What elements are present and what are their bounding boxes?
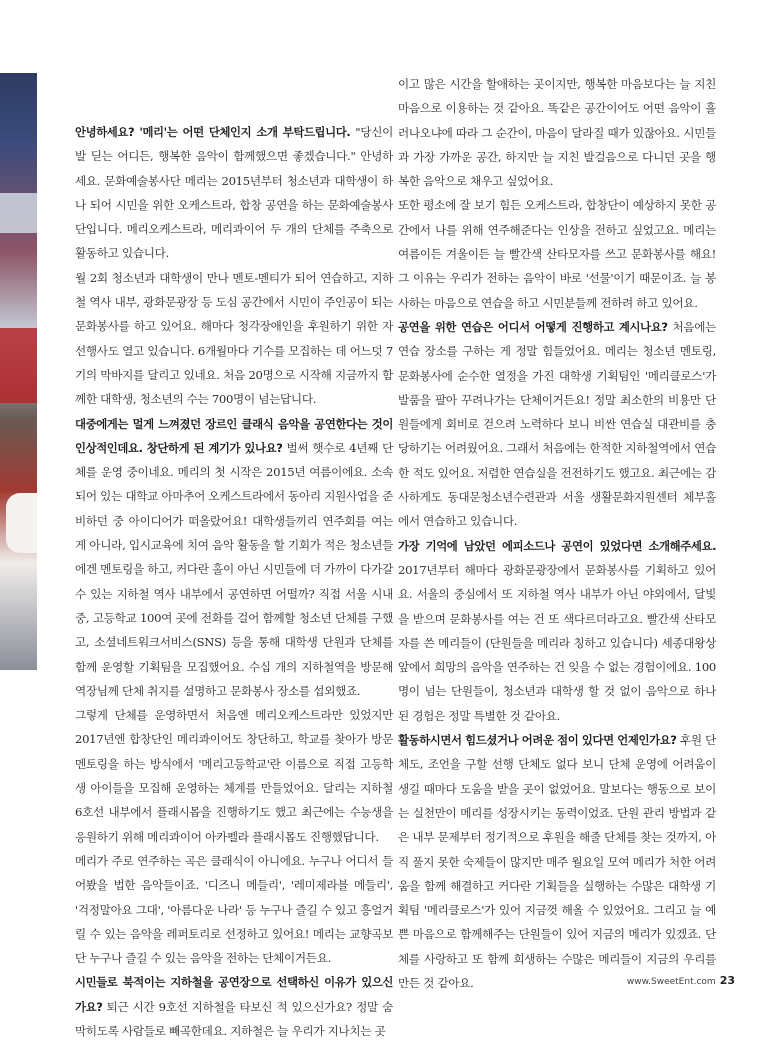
page-footer bbox=[627, 974, 735, 987]
footer-url: www.SweetEnt.com bbox=[626, 977, 716, 987]
article-paragraph bbox=[398, 72, 716, 193]
interview-question: 대중에게는 멀게 느껴졌던 장르인 클래식 음악을 공연한다는 것이 인상적인데요. 창단하게 된 계기가 있나요? bbox=[75, 416, 393, 455]
article-column-left bbox=[75, 120, 393, 1043]
article-paragraph bbox=[398, 534, 716, 728]
article-paragraph bbox=[398, 315, 716, 534]
photo-white-area bbox=[6, 493, 37, 553]
interview-answer: 처음에는 연습 장소를 구하는 게 정말 힘들었어요. 메리는 청소년 멘토링, 문화봉사에 순수한 열정을 가진 대학생 기획팀인 '메리클로스'가 발품을 팔아 꾸려나가는 단체이거든요! 정말 최소한의 비용만 단원들에게 회비로 걷으려 노력하다 보니 비싼 연습실 대관비를 충당하기는 어려웠어요. 그래서 처음에는 한적한 지하철역에서 연습한 적도 있어요. 저렴한 연습실을 전전하기도 했고요. 최근에는 감사하게도 동대문청소년수련관과 서울 생활문화지원센터 체부홀에서 연습하고 있습니다. bbox=[398, 319, 716, 529]
article-paragraph bbox=[75, 120, 393, 266]
interview-answer: 이고 많은 시간을 할애하는 곳이지만, 행복한 마음보다는 늘 지친 마음으로 이용하는 것 같아요. 똑같은 공간이어도 어떤 음악이 흘러나오냐에 따라 그 순간이, 마음이 달라질 때가 있잖아요. 시민들과 가장 가까운 공간, 하지만 늘 지친 발걸음으로 다니던 곳을 행복한 음악으로 채우고 싶었어요. bbox=[398, 77, 716, 189]
article-paragraph bbox=[398, 193, 716, 314]
interview-question: 안녕하세요? '메리'는 어떤 단체인지 소개 부탁드립니다. bbox=[75, 125, 351, 139]
interview-question: 활동하시면서 힘드셨거나 어려운 점이 있다면 언제인가요? bbox=[398, 733, 677, 748]
article-paragraph bbox=[75, 703, 393, 849]
article-paragraph bbox=[398, 728, 716, 995]
article-paragraph bbox=[75, 412, 393, 704]
interview-answer: "당신이 발 딛는 어디든, 행복한 음악이 함께했으면 좋겠습니다." 안녕하세요. 문화예술봉사단 메리는 2015년부터 청소년과 대학생이 하나 되어 시민을 위한 오케스트라, 합창 공연을 하는 문화예술봉사단입니다. 메리오케스트라, 메리콰이어 두 개의 단체를 주축으로 활동하고 있습니다. bbox=[75, 125, 393, 261]
interview-answer: 벌써 햇수로 4년째 단체를 운영 중이네요. 메리의 첫 시작은 2015년 여름이에요. 소속되어 있는 대학교 아마추어 오케스트라에서 동아리 지원사업을 준비하던 중 아이디어가 떠올랐어요! 대학생들끼리 연주회를 여는 게 아니라, 입시교육에 치여 음악 활동을 할 기회가 적은 청소년들에겐 멘토링을 하고, 커다란 홀이 아닌 시민들에 더 가까이 다가갈 수 있는 지하철 역사 내부에서 공연하면 어떨까? 직접 서울 시내 중, 고등학교 100여 곳에 전화를 걸어 함께할 청소년 단체를 구했고, 소셜네트워크서비스(SNS) 등을 통해 대학생 단원과 단체를 함께 운영할 기획팀을 모집했어요. 수십 개의 지하철역을 방문해 역장님께 단체 취지를 설명하고 문화봉사 장소를 섭외했죠. bbox=[75, 440, 393, 698]
photo-red-area bbox=[0, 328, 37, 403]
article-paragraph bbox=[75, 970, 393, 1043]
interview-answer: 후원 단체도, 조언을 구할 선행 단체도 없다 보니 단체 운영에 어려움이 생길 때마다 도움을 받을 곳이 없었어요. 말보다는 행동으로 보이는 실천만이 메리를 성장시키는 동력이었죠. 단원 관리 방법과 같은 내부 문제부터 정기적으로 후원을 해줄 단체를 찾는 것까지, 아직 풀지 못한 숙제들이 많지만 매주 월요일 모여 메리가 처한 어려움을 함께 해결하고 커다란 기획들을 실행하는 수많은 대학생 기획팀 '메리클로스'가 있어 지금껏 해올 수 있었어요. 그리고 늘 예쁜 마음으로 함께해주는 단원들이 있어 지금의 메리가 있겠죠. 단체를 사랑하고 또 함께 희생하는 수많은 메리들이 지금의 우리를 만든 것 같아요. bbox=[398, 733, 717, 990]
interview-answer: 그렇게 단체를 운영하면서 처음엔 메리오케스트라만 있었지만 2017년엔 합창단인 메리콰이어도 창단하고, 학교를 찾아가 방문 멘토링을 하는 방식에서 '메리고등학교'란 이름으로 직접 고등학생 아이들을 모집해 운영하는 체계를 만들었어요. 달리는 지하철 6호선 내부에서 플래시몹을 진행하기도 했고 최근에는 수능생을 응원하기 위해 메리콰이어 아카펠라 플래시몹도 진행했답니다. bbox=[75, 708, 393, 844]
interview-answer: 월 2회 청소년과 대학생이 만나 멘토-멘티가 되어 연습하고, 지하철 역사 내부, 광화문광장 등 도심 공간에서 시민이 주인공이 되는 문화봉사를 하고 있어요. 해마다 청각장애인을 후원하기 위한 자선행사도 열고 있습니다. 6개월마다 기수를 모집하는 데 어느덧 7기의 막바지를 달리고 있네요. 처음 20명으로 시작해 지금까지 함께한 대학생, 청소년의 수는 700명이 넘는답니다. bbox=[75, 270, 393, 407]
interview-answer: 또한 평소에 잘 보기 힘든 오케스트라, 합창단이 예상하지 못한 공간에서 나를 위해 연주해준다는 인상을 전하고 싶었고요. 메리는 여름이든 겨울이든 늘 빨간색 산타모자를 쓰고 문화봉사를 해요! 그 이유는 우리가 전하는 음악이 바로 '선물'이기 때문이죠. 늘 봉사하는 마음으로 연습을 하고 시민분들께 전하려 하고 있어요. bbox=[398, 198, 716, 310]
interview-question: 가장 기억에 남았던 에피소드나 공연이 있었다면 소개해주세요. bbox=[398, 538, 716, 553]
article-paragraph bbox=[75, 266, 393, 412]
interview-answer: 퇴근 시간 9호선 지하철을 타보신 적 있으신가요? 정말 숨막히도록 사람들로 빼곡한데요. 지하철은 늘 우리가 지나치는 곳 bbox=[75, 999, 393, 1038]
interview-answer: 2017년부터 해마다 광화문광장에서 문화봉사를 기획하고 있어요. 서울의 중심에서 또 지하철 역사 내부가 아닌 야외에서, 달빛을 받으며 문화봉사를 여는 건 또 색다르더라고요. 빨간색 산타모자를 쓴 메리들이 (단원들을 메리라 칭하고 있습니다) 세종대왕상 앞에서 희망의 음악을 연주하는 건 잊을 수 없는 경험이에요. 100명이 넘는 단원들이, 청소년과 대학생 할 것 없이 음악으로 하나 된 경험은 정말 특별한 것 같아요. bbox=[398, 562, 716, 723]
article-paragraph bbox=[75, 849, 393, 970]
article-column-right bbox=[398, 72, 716, 995]
cover-photo-strip bbox=[0, 73, 37, 670]
interview-answer: 메리가 주로 연주하는 곡은 클래식이 아니에요. 누구나 어디서 들어봤을 법한 음악들이죠. '디즈니 메들리', '레미제라블 메들리', '걱정말아요 그대', '아름다운 나라' 등 누구나 즐길 수 있고 흥얼거릴 수 있는 음악을 레퍼토리로 선정하고 있어요! 메리는 교향곡보단 누구나 즐길 수 있는 음악을 전하는 단체이거든요. bbox=[75, 853, 393, 966]
photo-highlight bbox=[0, 193, 37, 233]
interview-question: 시민들로 북적이는 지하철을 공연장으로 선택하신 이유가 있으신가요? bbox=[75, 975, 393, 1014]
interview-question: 공연을 위한 연습은 어디서 어떻게 진행하고 계시나요? bbox=[398, 319, 668, 334]
page-number: 23 bbox=[719, 974, 735, 987]
